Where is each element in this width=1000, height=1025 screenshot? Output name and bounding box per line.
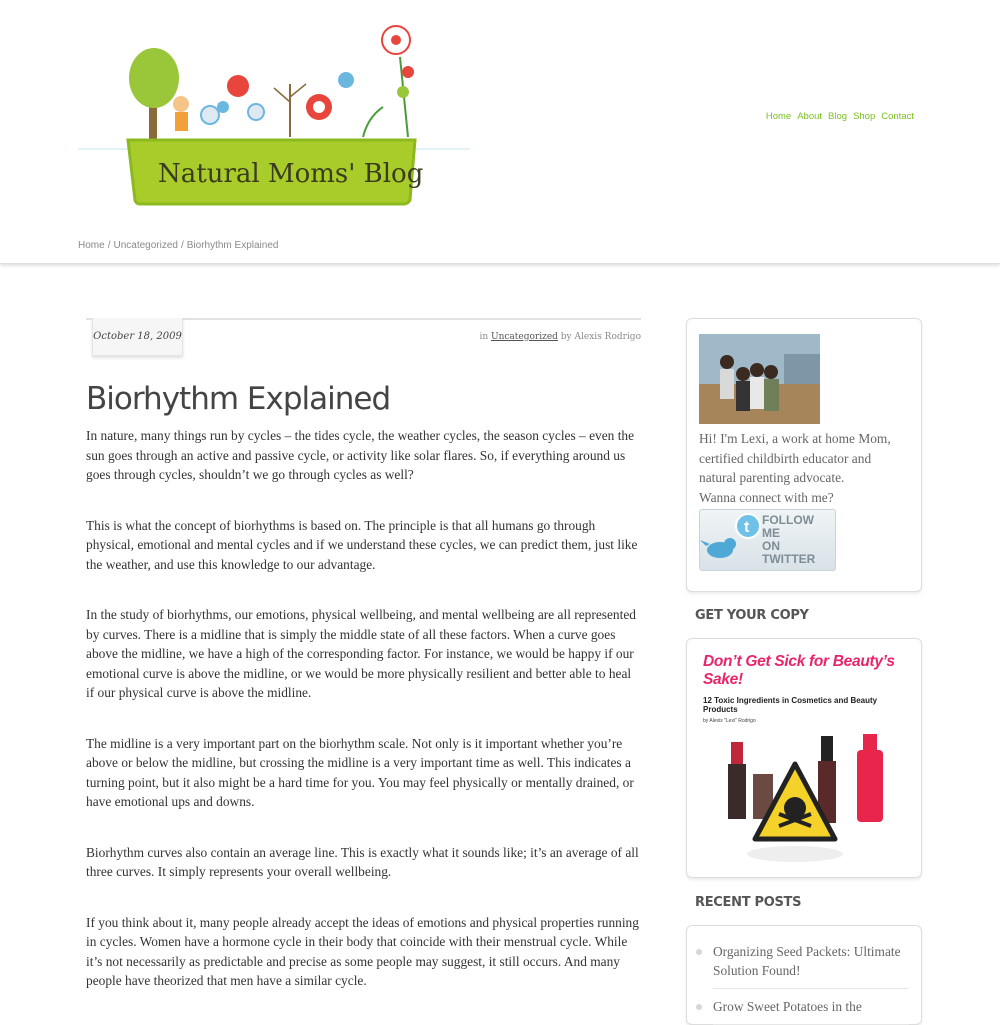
recent-post-link[interactable]: Organizing Seed Packets: Ultimate Solution Found! bbox=[713, 944, 901, 978]
site-header bbox=[0, 0, 1000, 264]
logo-text: Natural Moms' Blog bbox=[158, 159, 424, 189]
about-line: certified childbirth educator and bbox=[699, 450, 872, 466]
nav-about[interactable]: About bbox=[797, 111, 823, 122]
site-logo[interactable] bbox=[78, 12, 470, 214]
breadcrumb-current: Biorhythm Explained bbox=[186, 240, 279, 251]
post-paragraph: The midline is a very important part on the biorhythm scale. Not only is it important whether you’re above or below the midline, but crossing the midline is a very important time as well. This indicates a turning point, but it also might be a hard time for you. You may feel physically or mentally drained, or have emotional ups and downs. bbox=[86, 735, 634, 809]
post-paragraph: If you think about it, many people already accept the ideas of emotions and physical properties running in cycles. Women have a hormone cycle in their body that coincide with their menstrual cycle. While it’s not necessarily as predictable and precise as some people may suggest, it still occurs. And many people have theorized that men have a similar cycle. bbox=[86, 914, 639, 988]
book-title: Don’t Get Sick for Beauty’s Sake! bbox=[703, 653, 895, 688]
recent-post-link[interactable]: Grow Sweet Potatoes in the bbox=[713, 999, 862, 1014]
post-author: Alexis Rodrigo bbox=[574, 332, 641, 342]
book-author: by Alexis "Lexi" Rodrigo bbox=[703, 718, 756, 724]
main-nav bbox=[766, 111, 914, 122]
post-meta bbox=[479, 332, 641, 342]
nav-contact[interactable]: Contact bbox=[881, 111, 914, 122]
breadcrumb-separator: / bbox=[180, 240, 184, 251]
about-line: Hi! I'm Lexi, a work at home Mom, bbox=[699, 431, 891, 446]
nav-blog[interactable]: Blog bbox=[828, 111, 848, 122]
twitter-bird-icon bbox=[700, 510, 762, 570]
author-photo bbox=[699, 334, 820, 424]
post-meta-bar bbox=[86, 318, 641, 362]
recent-posts-widget bbox=[686, 925, 922, 1025]
nav-shop[interactable]: Shop bbox=[853, 111, 876, 122]
list-item bbox=[713, 942, 909, 989]
twitter-label-line: ON TWITTER bbox=[762, 539, 816, 566]
about-line: natural parenting advocate. bbox=[699, 470, 845, 485]
recent-posts-list bbox=[713, 942, 909, 1025]
post-paragraph: Biorhythm curves also contain an average line. This is exactly what it sounds like; it’s an average of all three curves. It simply represents your overall wellbeing. bbox=[86, 844, 639, 879]
follow-twitter-button[interactable] bbox=[699, 509, 836, 571]
breadcrumb bbox=[78, 240, 278, 251]
recent-posts-title: RECENT POSTS bbox=[695, 895, 802, 910]
about-line: Wanna connect with me? bbox=[699, 489, 834, 505]
breadcrumb-separator: / bbox=[107, 240, 111, 251]
list-item bbox=[713, 997, 909, 1025]
post-article bbox=[86, 318, 641, 1022]
post-category-link[interactable]: Uncategorized bbox=[491, 332, 558, 342]
nav-home[interactable]: Home bbox=[765, 111, 792, 122]
post-paragraph: In the study of biorhythms, our emotions, physical wellbeing, and mental wellbeing are all represented by curves. There is a midline that is simply the middle state of all these factors. When a curve goes above the midline, we have a high of the corresponding factor. For instance, we would be happy if our emotional curve is above the midline, or we would be more physically resilient and better able to heal if our physical curve is above the midline. bbox=[86, 607, 636, 700]
book-widget-title: GET YOUR COPY bbox=[695, 608, 809, 623]
post-body bbox=[86, 426, 641, 991]
twitter-label bbox=[762, 514, 835, 566]
book-subtitle: 12 Toxic Ingredients in Cosmetics and Beauty Products bbox=[703, 696, 878, 714]
post-paragraph: This is what the concept of biorhythms is based on. The principle is that all humans go through physical, emotional and mental cycles and if we understand these cycles, we can predict them, just like the weather, and use this knowledge to our advantage. bbox=[86, 517, 638, 572]
breadcrumb-home[interactable]: Home bbox=[78, 240, 105, 251]
about-text bbox=[699, 429, 909, 507]
post-paragraph: In nature, many things run by cycles – the tides cycle, the weather cycles, the season cycles – even the sun goes through an active and passive cycle, or activity like solar flares. So, if everything around us goes through cycles, shouldn’t we go through cycles as well? bbox=[86, 428, 635, 482]
about-widget bbox=[686, 318, 922, 592]
twitter-label-line: FOLLOW ME bbox=[762, 513, 814, 540]
svg-text:t: t bbox=[744, 519, 750, 536]
breadcrumb-category[interactable]: Uncategorized bbox=[113, 240, 178, 251]
post-title: Biorhythm Explained bbox=[86, 381, 391, 417]
cosmetics-warning-illustration bbox=[723, 734, 893, 874]
meta-in-label: in bbox=[479, 332, 489, 342]
logo-illustration bbox=[78, 12, 470, 214]
post-date: October 18, 2009 bbox=[92, 318, 183, 356]
meta-by-label: by bbox=[560, 332, 572, 342]
book-widget[interactable] bbox=[686, 638, 922, 878]
